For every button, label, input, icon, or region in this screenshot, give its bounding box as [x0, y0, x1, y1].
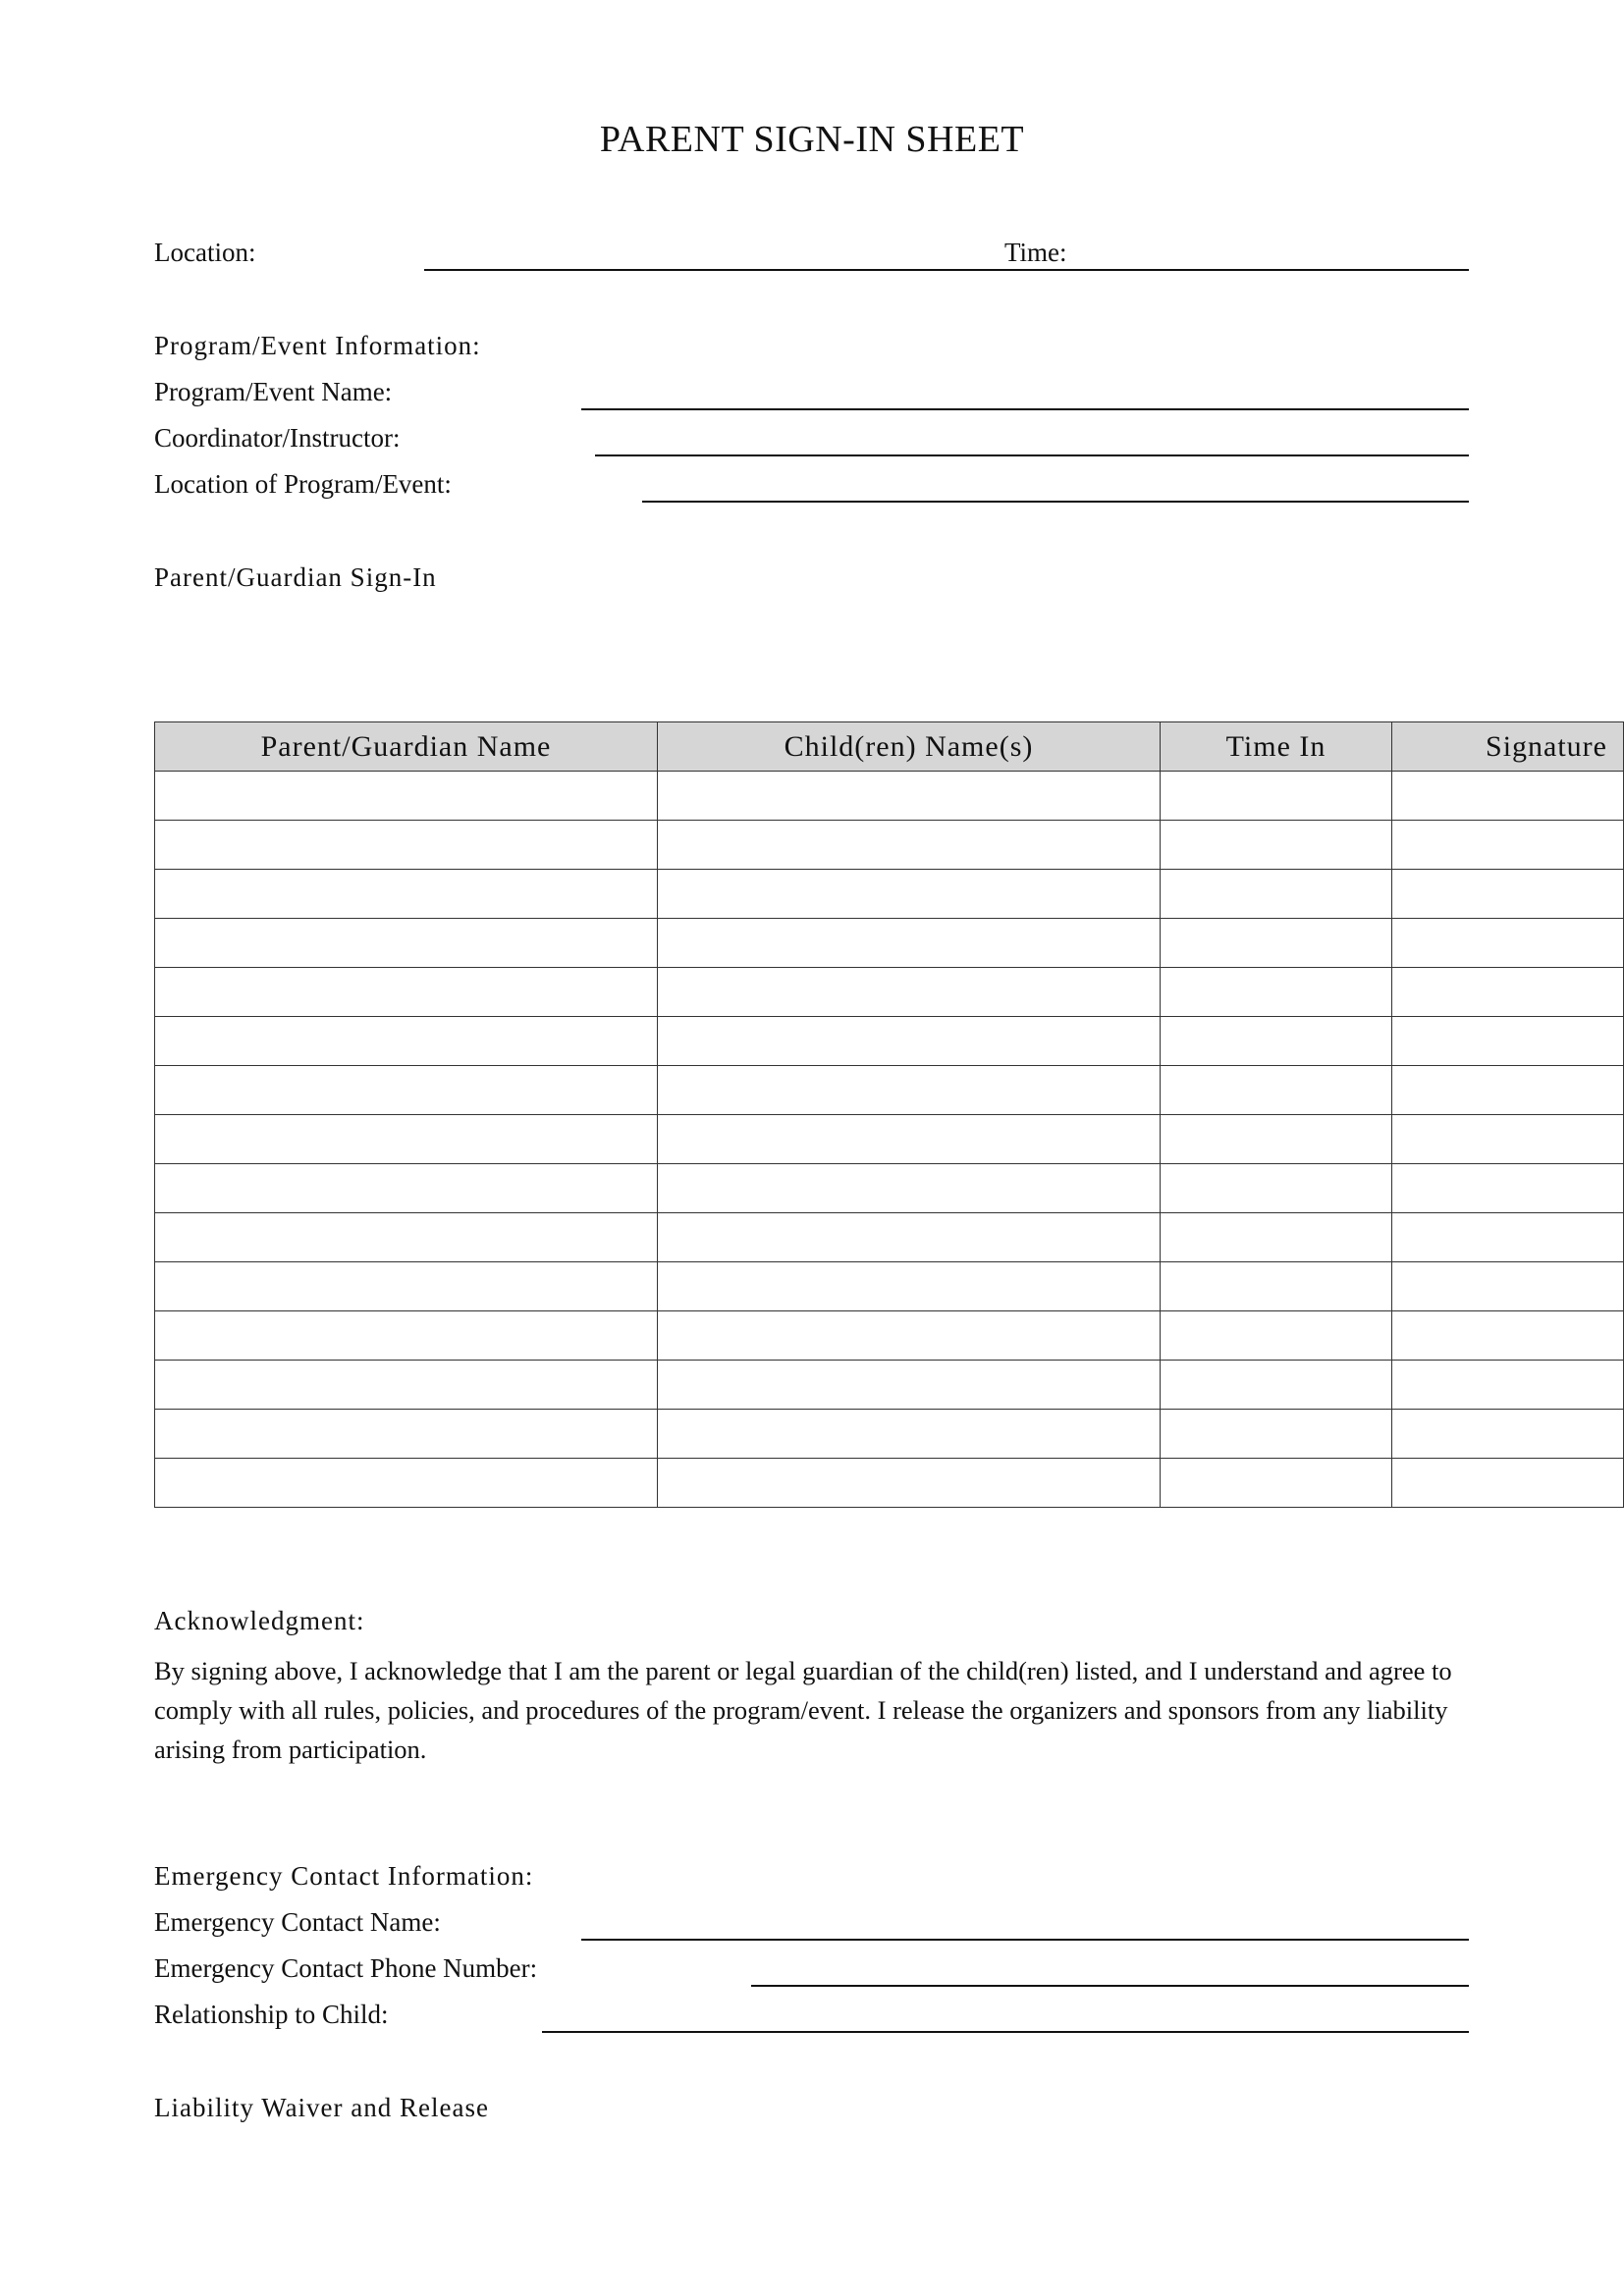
cell-signature[interactable] [1392, 1410, 1624, 1459]
cell-children-names[interactable] [658, 1311, 1161, 1361]
cell-signature[interactable] [1392, 1361, 1624, 1410]
program-name-field[interactable] [581, 408, 1469, 410]
signin-table-body [155, 772, 1624, 1508]
location-field[interactable] [424, 269, 1469, 271]
cell-children-names[interactable] [658, 772, 1161, 821]
cell-children-names[interactable] [658, 1115, 1161, 1164]
table-row [155, 1213, 1624, 1262]
emergency-name-label: Emergency Contact Name: [154, 1907, 441, 1937]
cell-parent-name[interactable] [155, 1164, 658, 1213]
acknowledgment-heading: Acknowledgment: [154, 1606, 365, 1635]
cell-parent-name[interactable] [155, 1410, 658, 1459]
cell-children-names[interactable] [658, 1017, 1161, 1066]
relationship-label: Relationship to Child: [154, 2000, 389, 2029]
waiver-heading: Liability Waiver and Release [154, 2093, 489, 2122]
cell-parent-name[interactable] [155, 1017, 658, 1066]
table-row [155, 870, 1624, 919]
table-row [155, 1410, 1624, 1459]
cell-signature[interactable] [1392, 919, 1624, 968]
cell-time-in[interactable] [1161, 870, 1392, 919]
cell-parent-name[interactable] [155, 1361, 658, 1410]
program-location-field[interactable] [642, 501, 1469, 503]
cell-children-names[interactable] [658, 1262, 1161, 1311]
cell-children-names[interactable] [658, 821, 1161, 870]
table-row [155, 919, 1624, 968]
cell-children-names[interactable] [658, 1164, 1161, 1213]
cell-time-in[interactable] [1161, 821, 1392, 870]
emergency-phone-label: Emergency Contact Phone Number: [154, 1953, 538, 1983]
cell-signature[interactable] [1392, 1164, 1624, 1213]
cell-children-names[interactable] [658, 1459, 1161, 1508]
table-row [155, 821, 1624, 870]
emergency-heading: Emergency Contact Information: [154, 1861, 534, 1891]
signin-table [154, 721, 1624, 1508]
cell-time-in[interactable] [1161, 1410, 1392, 1459]
cell-parent-name[interactable] [155, 919, 658, 968]
cell-children-names[interactable] [658, 1410, 1161, 1459]
cell-parent-name[interactable] [155, 1066, 658, 1115]
table-row [155, 968, 1624, 1017]
cell-signature[interactable] [1392, 1311, 1624, 1361]
cell-parent-name[interactable] [155, 1262, 658, 1311]
emergency-name-field[interactable] [581, 1939, 1469, 1941]
cell-parent-name[interactable] [155, 1459, 658, 1508]
column-header-children-names: Child(ren) Name(s) [658, 722, 1161, 772]
location-label: Location: [154, 238, 256, 267]
cell-time-in[interactable] [1161, 1115, 1392, 1164]
cell-signature[interactable] [1392, 870, 1624, 919]
cell-signature[interactable] [1392, 968, 1624, 1017]
time-label: Time: [1004, 238, 1067, 267]
cell-signature[interactable] [1392, 821, 1624, 870]
cell-signature[interactable] [1392, 772, 1624, 821]
cell-children-names[interactable] [658, 919, 1161, 968]
table-row [155, 1066, 1624, 1115]
acknowledgment-text: By signing above, I acknowledge that I am the parent or legal guardian of the child(ren) listed, and I understand and agree to comply with all rules, policies, and procedures of the program/event. I release the organizers and sponsors from any liability arising from participation. [154, 1656, 1452, 1764]
cell-time-in[interactable] [1161, 1164, 1392, 1213]
cell-time-in[interactable] [1161, 772, 1392, 821]
coordinator-field[interactable] [595, 454, 1469, 456]
cell-children-names[interactable] [658, 870, 1161, 919]
relationship-field[interactable] [542, 2031, 1469, 2033]
cell-parent-name[interactable] [155, 821, 658, 870]
cell-signature[interactable] [1392, 1262, 1624, 1311]
column-header-parent-name: Parent/Guardian Name [155, 722, 658, 772]
cell-parent-name[interactable] [155, 1115, 658, 1164]
table-header-row [155, 722, 1624, 772]
cell-time-in[interactable] [1161, 919, 1392, 968]
table-row [155, 772, 1624, 821]
cell-time-in[interactable] [1161, 968, 1392, 1017]
table-row [155, 1311, 1624, 1361]
coordinator-label: Coordinator/Instructor: [154, 423, 401, 453]
cell-signature[interactable] [1392, 1213, 1624, 1262]
page-title: PARENT SIGN-IN SHEET [599, 119, 1025, 160]
cell-time-in[interactable] [1161, 1311, 1392, 1361]
cell-time-in[interactable] [1161, 1262, 1392, 1311]
table-row [155, 1164, 1624, 1213]
column-header-time-in: Time In [1161, 722, 1392, 772]
cell-children-names[interactable] [658, 968, 1161, 1017]
cell-children-names[interactable] [658, 1066, 1161, 1115]
cell-time-in[interactable] [1161, 1361, 1392, 1410]
cell-parent-name[interactable] [155, 1311, 658, 1361]
column-header-signature: Signature [1392, 722, 1624, 772]
table-row [155, 1262, 1624, 1311]
cell-time-in[interactable] [1161, 1459, 1392, 1508]
table-row [155, 1115, 1624, 1164]
program-location-label: Location of Program/Event: [154, 469, 452, 499]
signin-heading: Parent/Guardian Sign-In [154, 562, 437, 592]
cell-signature[interactable] [1392, 1115, 1624, 1164]
cell-signature[interactable] [1392, 1459, 1624, 1508]
cell-signature[interactable] [1392, 1017, 1624, 1066]
cell-parent-name[interactable] [155, 1213, 658, 1262]
cell-parent-name[interactable] [155, 968, 658, 1017]
cell-parent-name[interactable] [155, 772, 658, 821]
cell-time-in[interactable] [1161, 1017, 1392, 1066]
cell-time-in[interactable] [1161, 1066, 1392, 1115]
table-row [155, 1459, 1624, 1508]
program-name-label: Program/Event Name: [154, 377, 393, 406]
cell-signature[interactable] [1392, 1066, 1624, 1115]
emergency-phone-field[interactable] [751, 1985, 1469, 1987]
cell-parent-name[interactable] [155, 870, 658, 919]
cell-time-in[interactable] [1161, 1213, 1392, 1262]
program-info-heading: Program/Event Information: [154, 331, 481, 360]
table-row [155, 1017, 1624, 1066]
cell-children-names[interactable] [658, 1213, 1161, 1262]
table-row [155, 1361, 1624, 1410]
cell-children-names[interactable] [658, 1361, 1161, 1410]
